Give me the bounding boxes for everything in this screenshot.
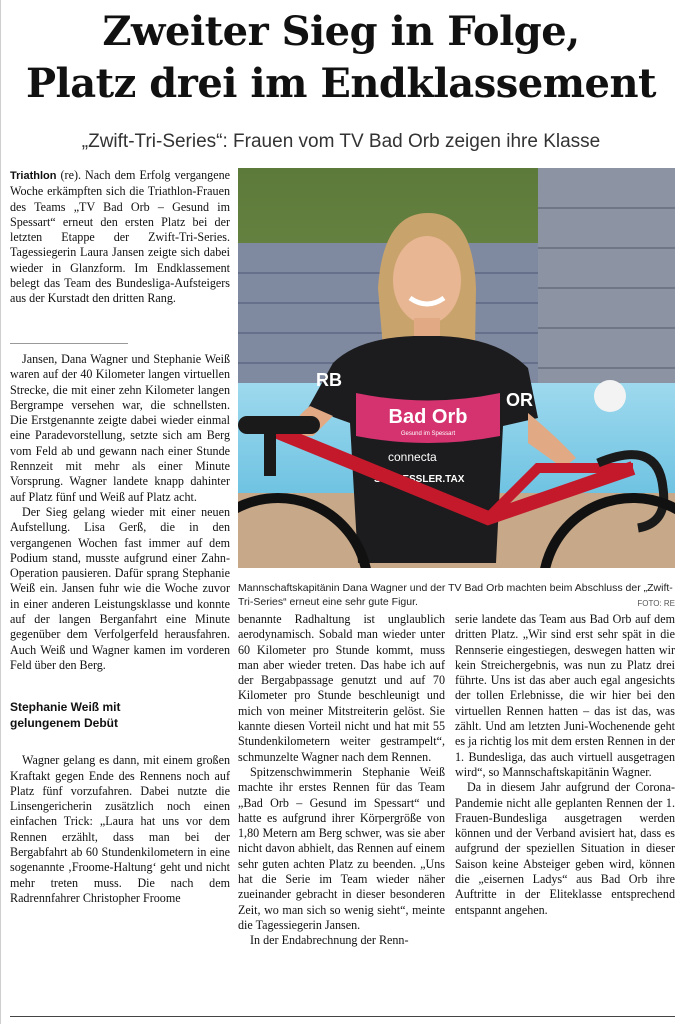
face [393,236,461,324]
article-column-1 [10,352,230,906]
headline-line-2: Platz drei im Endklassement [25,60,657,107]
col1-paragraph-1: Jansen, Dana Wagner und Stephanie Weiß waren auf der 40 Kilometer langen virtuellen Strecke, die mit einer zehn Kilometer langen Bergrampe versehen war, die schnellsten. Die Erstgenannte zeigte dabei wieder einmal eine Paradevorstellung, setzte sich am Berg vom Feld ab und gewann nach einer Stunde Rennzeit mit mehr als einer Minute Vorsprung. Wagner landete knapp dahinter auf Platz fünf und Weiß auf Platz acht. [10,352,230,504]
jersey-sponsor-1: connecta [388,450,437,464]
lead-paragraph [10,168,230,307]
cyclist-photo [238,168,675,568]
jersey-right-letters: OR [506,390,533,410]
lead-kicker: Triathlon [10,170,57,182]
section-subheading [10,699,230,731]
article-column-2 [238,612,445,949]
subheadline: „Zwift-Tri-Series“: Frauen vom TV Bad Orb zeigen ihre Klasse [81,131,601,152]
col1-paragraph-3: Wagner gelang es dann, mit einem großen Kraftakt gegen Ende des Rennens noch auf Platz fünf vorzufahren. Dabei nutzte die Linsengericherin zusätzlich noch einen einfachen Trick: „Laura hat uns vor dem Rennen erzählt, dass man bei der Bergabfahrt ab 60 Stundenkilometern in eine sogenannte ‚Froome-Haltung‘ geht und nicht mehr treten muss. Die nach dem Radrennfahrer Christopher Froome [10,753,230,905]
bottom-rule [10,1016,675,1017]
lead-divider [10,343,128,344]
headline [0,6,682,110]
jersey-left-letters: RB [316,370,342,390]
photo-caption [238,581,675,611]
jersey-brand: Bad Orb [388,406,468,428]
caption-text: Mannschaftskapitänin Dana Wagner und der TV Bad Orb machten beim Abschluss der „Zwift-Tri-Series“ erneut eine sehr gute Figur. [238,582,673,608]
col3-paragraph-1: serie landete das Team aus Bad Orb auf dem dritten Platz. „Wir sind erst sehr spät in die Rennserie eingestiegen, deswegen hatten wir kein Streichergebnis, was nun zu Platz drei führte. Uns ist das aber auch egal angesichts der tollen Erlebnisse, die wir hier bei den virtuellen Rennen hatten – das ist das, was zählt. Und am letzten Juni-Wochenende geht es ja richtig los mit dem ersten Rennen in der 1. Bundesliga, das auch virtuell ausgetragen wird“, so Mannschaftskapitänin Wagner. [455,612,675,779]
col1-paragraph-2: Der Sieg gelang wieder mit einer neuen Aufstellung. Lisa Gerß, die in den vergangenen Wochen fast immer auf dem Podium stand, musste aufgrund einer Zahn-Operation pausieren. Dafür sprang Stephanie Weiß ein. Jansen fuhr wie die Woche zuvor in einer anderen Leistungsklasse und konnte auf der langen Berganfahrt eine Minute gegenüber dem Verfolgerfeld herausfahren. Auch Weiß und Wagner kamen im vorderen Feld über den Berg. [10,504,230,672]
subheading-line-2: gelungenem Debüt [10,716,119,731]
col3-paragraph-2: Da in diesem Jahr aufgrund der Corona-Pandemie nicht alle geplanten Rennen der 1. Frauen-Bundesliga ausgetragen werden können und der Verband avisiert hat, dass es aufgrund der speziellen Situation in dieser Saison keine Absteiger geben wird, können die „eisernen Ladys“ aus Bad Orb ihre Auftritte in der Eliteklasse entsprechend entspannt angehen. [455,780,675,917]
subheading-line-1: Stephanie Weiß mit [10,700,121,715]
photo-credit: FOTO: RE [637,599,675,608]
article-photo [238,168,675,568]
col2-paragraph-2: Spitzenschwimmerin Stephanie Weiß machte ihr erstes Rennen für das Team „Bad Orb – Gesund im Spessart“ und hatte es aufgrund ihrer Körpergröße von 1,80 Metern am Berg schwer, was sie aber nicht davon abhielt, das Rennen auf einem sehr guten achten Platz zu beenden. „Uns hat die Serie im Team wieder näher zueinander gebracht in dieser besonderen Zeit, wo man sich so wenig sieht“, meinte die Tagessiegerin Jansen. [238,764,445,932]
lamp-globe [594,380,626,412]
jersey-brand-sub: Gesund im Spessart [400,431,456,437]
article-column-3 [455,612,675,918]
headline-line-1: Zweiter Sieg in Folge, [102,8,580,55]
col2-paragraph-3: In der Endabrechnung der Renn- [250,933,409,948]
col2-paragraph-1: benannte Radhaltung ist unglaublich aerodynamisch. Sobald man wieder unter 60 Kilometer pro Stunde kommt, muss man aber wieder treten. Das habe ich auf der Bergabpassage genutzt und auf 70 Kilometer pro Stunde beschleunigt und mich von meiner Mitstreiterin gelöst. Sie kannte diesen Vorteil nicht und hat mit 55 Stundenkilometern weiter gestrampelt“, schmunzelte Wagner nach dem Rennen. [238,612,445,764]
lead-text: (re). Nach dem Erfolg vergangene Woche erkämpften sich die Triathlon-Frauen des Teams „TV Bad Orb – Gesund im Spessart“ erneut den ersten Platz bei der letzten Etappe der Zwift-Tri-Series. Tagessiegerin Laura Jansen zeigte sich dabei wieder in Glanzform. Im Endklassement belegt das Team des Bundesliga-Aufsteigers aus der Kurstadt den dritten Rang. [10,168,230,306]
page-edge [0,0,1,1024]
jersey-sponsor-2: SCHUESSLER.TAX [374,474,465,485]
